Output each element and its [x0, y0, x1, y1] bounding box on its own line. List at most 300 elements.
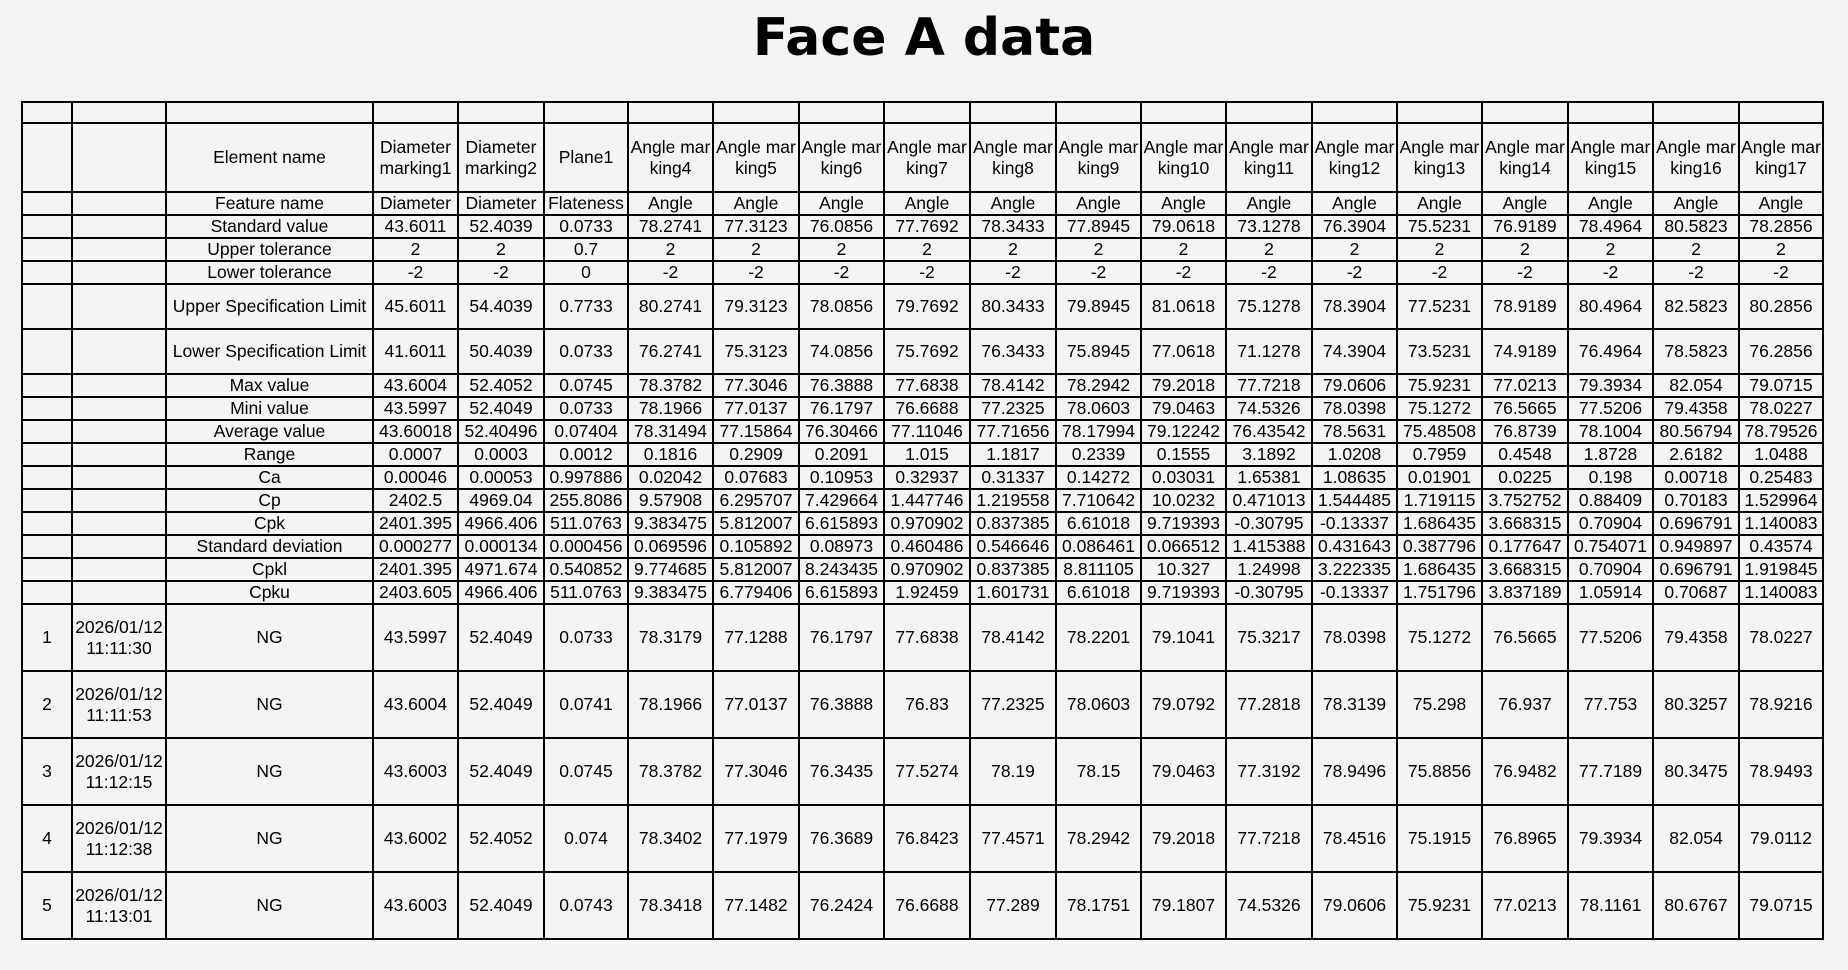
stat-value: 77.0137 — [713, 397, 799, 420]
stat-value: -2 — [1226, 261, 1312, 284]
stat-label: Upper tolerance — [166, 238, 373, 261]
stat-value: 9.57908 — [628, 489, 713, 512]
measurement-value: 78.1751 — [1056, 872, 1141, 939]
stat-row — [22, 284, 1823, 329]
stat-value: 1.544485 — [1312, 489, 1397, 512]
measurement-value: 0.074 — [544, 805, 628, 872]
measurement-value: 77.5274 — [884, 738, 970, 805]
stat-value: 0.1816 — [628, 443, 713, 466]
empty-cell — [22, 443, 72, 466]
stat-value: 79.12242 — [1141, 420, 1226, 443]
stat-value: 3.1892 — [1226, 443, 1312, 466]
column-feature-name: Angle — [799, 192, 884, 215]
measurement-value: 78.4142 — [970, 604, 1056, 671]
stat-value: 79.3123 — [713, 284, 799, 329]
stat-value: -2 — [373, 261, 458, 284]
stat-value: 77.3123 — [713, 215, 799, 238]
column-element-name: Angle marking16 — [1653, 123, 1739, 192]
column-element-name: Angle marking12 — [1312, 123, 1397, 192]
measurement-value: 76.8965 — [1482, 805, 1568, 872]
measurement-value: 52.4049 — [458, 671, 544, 738]
stat-value: -2 — [1141, 261, 1226, 284]
empty-cell — [1226, 102, 1312, 123]
row-label-feature-name: Feature name — [166, 192, 373, 215]
stat-value: 1.447746 — [884, 489, 970, 512]
stat-label: Max value — [166, 374, 373, 397]
stat-value: -0.30795 — [1226, 512, 1312, 535]
stat-value: 74.5326 — [1226, 397, 1312, 420]
stat-value: 0.387796 — [1397, 535, 1482, 558]
stat-value: 9.719393 — [1141, 512, 1226, 535]
stat-value: -2 — [1739, 261, 1823, 284]
empty-cell — [544, 102, 628, 123]
stat-value: 6.615893 — [799, 512, 884, 535]
measurement-value: 76.83 — [884, 671, 970, 738]
measurement-value: 77.2818 — [1226, 671, 1312, 738]
stat-value: 4966.406 — [458, 581, 544, 604]
empty-cell — [72, 102, 166, 123]
column-feature-name: Angle — [884, 192, 970, 215]
column-feature-name: Angle — [1141, 192, 1226, 215]
stat-value: 0.70183 — [1653, 489, 1739, 512]
empty-cell — [72, 192, 166, 215]
stat-value: 5.812007 — [713, 558, 799, 581]
stat-value: 0.43574 — [1739, 535, 1823, 558]
stat-value: 8.811105 — [1056, 558, 1141, 581]
measurement-value: 80.3475 — [1653, 738, 1739, 805]
empty-cell — [970, 102, 1056, 123]
stat-value: 77.0213 — [1482, 374, 1568, 397]
row-result: NG — [166, 671, 373, 738]
empty-cell — [799, 102, 884, 123]
element-name-row — [22, 123, 1823, 192]
column-feature-name: Angle — [970, 192, 1056, 215]
stat-value: 76.4964 — [1568, 329, 1653, 374]
stat-value: 2 — [1397, 238, 1482, 261]
measurement-value: 0.0733 — [544, 604, 628, 671]
row-label-element-name: Element name — [166, 123, 373, 192]
measurement-value: 78.3418 — [628, 872, 713, 939]
empty-cell — [713, 102, 799, 123]
measurement-value: 79.0715 — [1739, 872, 1823, 939]
stat-value: -2 — [799, 261, 884, 284]
stat-value: 9.383475 — [628, 581, 713, 604]
stat-value: -2 — [713, 261, 799, 284]
stat-value: 77.7218 — [1226, 374, 1312, 397]
column-feature-name: Flateness — [544, 192, 628, 215]
stat-value: 2 — [1056, 238, 1141, 261]
stat-value: 3.668315 — [1482, 512, 1568, 535]
stat-value: 78.2942 — [1056, 374, 1141, 397]
row-timestamp: 2026/01/12 11:11:30 — [72, 604, 166, 671]
measurement-value: 76.3888 — [799, 671, 884, 738]
stat-value: 75.5231 — [1397, 215, 1482, 238]
stat-value: 1.601731 — [970, 581, 1056, 604]
stat-row — [22, 466, 1823, 489]
stat-value: 76.2856 — [1739, 329, 1823, 374]
stat-value: 7.429664 — [799, 489, 884, 512]
measurement-value: 74.5326 — [1226, 872, 1312, 939]
stat-value: 2 — [713, 238, 799, 261]
stat-label: Cpk — [166, 512, 373, 535]
row-index: 5 — [22, 872, 72, 939]
stat-value: 1.08635 — [1312, 466, 1397, 489]
column-feature-name: Diameter — [373, 192, 458, 215]
measurement-value: 76.5665 — [1482, 604, 1568, 671]
stat-value: 1.219558 — [970, 489, 1056, 512]
empty-cell — [22, 238, 72, 261]
stat-value: 0.00718 — [1653, 466, 1739, 489]
row-index: 4 — [22, 805, 72, 872]
empty-cell — [72, 261, 166, 284]
stat-value: 0.7 — [544, 238, 628, 261]
stat-value: -2 — [1397, 261, 1482, 284]
row-result: NG — [166, 738, 373, 805]
stat-value: 4971.674 — [458, 558, 544, 581]
stat-value: 9.719393 — [1141, 581, 1226, 604]
stat-value: 0.7733 — [544, 284, 628, 329]
stat-value: 0.32937 — [884, 466, 970, 489]
stat-value: 0.1555 — [1141, 443, 1226, 466]
measurement-value: 0.0743 — [544, 872, 628, 939]
stat-row — [22, 261, 1823, 284]
stat-label: Cpkl — [166, 558, 373, 581]
stat-value: 2 — [1141, 238, 1226, 261]
measurement-value: 75.3217 — [1226, 604, 1312, 671]
measurement-value: 79.0112 — [1739, 805, 1823, 872]
stat-value: 6.615893 — [799, 581, 884, 604]
stat-value: 77.3046 — [713, 374, 799, 397]
stat-value: 78.5823 — [1653, 329, 1739, 374]
measurement-value: 52.4052 — [458, 805, 544, 872]
stat-value: 0.970902 — [884, 512, 970, 535]
empty-cell — [72, 443, 166, 466]
empty-cell — [458, 102, 544, 123]
empty-cell — [72, 535, 166, 558]
measurement-value: 77.7218 — [1226, 805, 1312, 872]
stat-value: 0.431643 — [1312, 535, 1397, 558]
empty-cell — [1653, 102, 1739, 123]
stat-value: 0.540852 — [544, 558, 628, 581]
stat-value: -2 — [970, 261, 1056, 284]
stat-value: 2 — [1739, 238, 1823, 261]
stat-value: 80.4964 — [1568, 284, 1653, 329]
empty-cell — [22, 535, 72, 558]
stat-value: -2 — [884, 261, 970, 284]
stat-value: 43.6011 — [373, 215, 458, 238]
stat-value: 76.3433 — [970, 329, 1056, 374]
measurement-value: 75.9231 — [1397, 872, 1482, 939]
stat-value: 77.6838 — [884, 374, 970, 397]
stat-row — [22, 215, 1823, 238]
column-element-name: Angle marking13 — [1397, 123, 1482, 192]
empty-cell — [72, 238, 166, 261]
stat-value: -2 — [1568, 261, 1653, 284]
measurement-value: 43.5997 — [373, 604, 458, 671]
stat-value: 79.8945 — [1056, 284, 1141, 329]
stat-value: 76.0856 — [799, 215, 884, 238]
stat-value: 78.4142 — [970, 374, 1056, 397]
measurement-value: 78.15 — [1056, 738, 1141, 805]
measurement-row — [22, 872, 1823, 939]
stat-row — [22, 558, 1823, 581]
stat-value: 3.752752 — [1482, 489, 1568, 512]
stat-value: 0.07404 — [544, 420, 628, 443]
empty-cell — [1141, 102, 1226, 123]
stat-value: 79.0606 — [1312, 374, 1397, 397]
measurement-value: 82.054 — [1653, 805, 1739, 872]
stat-value: 255.8086 — [544, 489, 628, 512]
measurement-value: 76.3689 — [799, 805, 884, 872]
stat-value: 2 — [884, 238, 970, 261]
empty-cell — [72, 558, 166, 581]
measurement-value: 79.0792 — [1141, 671, 1226, 738]
empty-cell — [22, 512, 72, 535]
stat-value: 75.7692 — [884, 329, 970, 374]
stat-value: 5.812007 — [713, 512, 799, 535]
stat-value: 74.0856 — [799, 329, 884, 374]
stat-value: 77.15864 — [713, 420, 799, 443]
stat-value: 1.0208 — [1312, 443, 1397, 466]
stat-value: 0.0733 — [544, 329, 628, 374]
measurement-value: 75.298 — [1397, 671, 1482, 738]
stat-label: Lower Specification Limit — [166, 329, 373, 374]
stat-value: 0.696791 — [1653, 512, 1739, 535]
stat-value: 82.5823 — [1653, 284, 1739, 329]
column-element-name: Angle marking7 — [884, 123, 970, 192]
stat-row — [22, 238, 1823, 261]
empty-cell — [1312, 102, 1397, 123]
measurement-value: 43.6003 — [373, 738, 458, 805]
stat-value: 79.7692 — [884, 284, 970, 329]
face-a-table-container — [21, 101, 1824, 940]
stat-value: 2 — [458, 238, 544, 261]
column-element-name: Diameter marking1 — [373, 123, 458, 192]
empty-cell — [1482, 102, 1568, 123]
empty-cell — [72, 215, 166, 238]
stat-value: 76.3888 — [799, 374, 884, 397]
measurement-value: 79.1807 — [1141, 872, 1226, 939]
measurement-value: 80.3257 — [1653, 671, 1739, 738]
stat-value: 78.3433 — [970, 215, 1056, 238]
stat-value: 76.1797 — [799, 397, 884, 420]
stat-value: 1.686435 — [1397, 558, 1482, 581]
stat-value: 1.686435 — [1397, 512, 1482, 535]
column-feature-name: Angle — [1482, 192, 1568, 215]
stat-value: 45.6011 — [373, 284, 458, 329]
stat-row — [22, 535, 1823, 558]
stat-value: 2 — [1653, 238, 1739, 261]
stat-value: 0.03031 — [1141, 466, 1226, 489]
stat-value: 78.0856 — [799, 284, 884, 329]
stat-value: 0.754071 — [1568, 535, 1653, 558]
empty-cell — [884, 102, 970, 123]
empty-cell — [72, 374, 166, 397]
empty-cell — [22, 397, 72, 420]
stat-value: -0.13337 — [1312, 581, 1397, 604]
row-timestamp: 2026/01/12 11:12:38 — [72, 805, 166, 872]
stat-value: 0.949897 — [1653, 535, 1739, 558]
measurement-value: 43.6004 — [373, 671, 458, 738]
stat-value: -0.30795 — [1226, 581, 1312, 604]
stat-value: 0.70904 — [1568, 512, 1653, 535]
stat-value: 2 — [1568, 238, 1653, 261]
column-element-name: Angle marking9 — [1056, 123, 1141, 192]
measurement-value: 76.3435 — [799, 738, 884, 805]
column-feature-name: Angle — [1397, 192, 1482, 215]
row-index: 2 — [22, 671, 72, 738]
stat-value: 6.779406 — [713, 581, 799, 604]
stat-value: -0.13337 — [1312, 512, 1397, 535]
stat-value: 79.4358 — [1653, 397, 1739, 420]
stat-value: 77.2325 — [970, 397, 1056, 420]
stat-value: -2 — [1482, 261, 1568, 284]
measurement-value: 78.9216 — [1739, 671, 1823, 738]
empty-cell — [22, 261, 72, 284]
stat-label: Average value — [166, 420, 373, 443]
stat-value: 0.08973 — [799, 535, 884, 558]
stat-value: 0.7959 — [1397, 443, 1482, 466]
stat-value: 2 — [1312, 238, 1397, 261]
empty-cell — [628, 102, 713, 123]
measurement-value: 78.0603 — [1056, 671, 1141, 738]
measurement-value: 78.3139 — [1312, 671, 1397, 738]
stat-label: Upper Specification Limit — [166, 284, 373, 329]
stat-value: 78.5631 — [1312, 420, 1397, 443]
stat-value: 0.0733 — [544, 215, 628, 238]
measurement-value: 78.4516 — [1312, 805, 1397, 872]
stat-value: 71.1278 — [1226, 329, 1312, 374]
stat-value: 79.3934 — [1568, 374, 1653, 397]
stat-value: 76.3904 — [1312, 215, 1397, 238]
empty-cell — [22, 215, 72, 238]
column-feature-name: Angle — [1653, 192, 1739, 215]
stat-value: 0.837385 — [970, 558, 1056, 581]
stat-value: 78.2741 — [628, 215, 713, 238]
stat-value: 78.0603 — [1056, 397, 1141, 420]
stat-value: 1.24998 — [1226, 558, 1312, 581]
empty-cell — [72, 512, 166, 535]
column-element-name: Angle marking4 — [628, 123, 713, 192]
measurement-value: 52.4049 — [458, 872, 544, 939]
measurement-value: 79.2018 — [1141, 805, 1226, 872]
stat-value: 75.9231 — [1397, 374, 1482, 397]
stat-row — [22, 443, 1823, 466]
stat-value: 77.8945 — [1056, 215, 1141, 238]
stat-value: 80.2741 — [628, 284, 713, 329]
stat-value: 9.383475 — [628, 512, 713, 535]
measurement-value: 78.0227 — [1739, 604, 1823, 671]
stat-value: 3.837189 — [1482, 581, 1568, 604]
stat-value: 0.02042 — [628, 466, 713, 489]
measurement-row — [22, 805, 1823, 872]
empty-top-row — [22, 102, 1823, 123]
stat-value: 75.48508 — [1397, 420, 1482, 443]
empty-cell — [72, 284, 166, 329]
empty-cell — [1056, 102, 1141, 123]
stat-value: 1.140083 — [1739, 512, 1823, 535]
stat-value: 1.529964 — [1739, 489, 1823, 512]
measurement-value: 77.753 — [1568, 671, 1653, 738]
stat-value: 0.07683 — [713, 466, 799, 489]
stat-value: 74.3904 — [1312, 329, 1397, 374]
column-feature-name: Diameter — [458, 192, 544, 215]
stat-value: 0.000134 — [458, 535, 544, 558]
column-feature-name: Angle — [628, 192, 713, 215]
stat-value: 52.4039 — [458, 215, 544, 238]
measurement-row — [22, 604, 1823, 671]
stat-value: 2401.395 — [373, 512, 458, 535]
measurement-value: 76.1797 — [799, 604, 884, 671]
stat-value: 0.066512 — [1141, 535, 1226, 558]
stat-value: 2 — [628, 238, 713, 261]
stat-value: 80.3433 — [970, 284, 1056, 329]
stat-value: 0.460486 — [884, 535, 970, 558]
stat-value: 6.61018 — [1056, 512, 1141, 535]
stat-value: 8.243435 — [799, 558, 884, 581]
measurement-value: 0.0745 — [544, 738, 628, 805]
stat-label: Standard value — [166, 215, 373, 238]
row-timestamp: 2026/01/12 11:11:53 — [72, 671, 166, 738]
stat-value: 0.0003 — [458, 443, 544, 466]
stat-value: 2 — [1482, 238, 1568, 261]
empty-cell — [22, 466, 72, 489]
stat-value: 78.1966 — [628, 397, 713, 420]
measurement-value: 78.2942 — [1056, 805, 1141, 872]
stat-value: 73.5231 — [1397, 329, 1482, 374]
stat-label: Range — [166, 443, 373, 466]
row-timestamp: 2026/01/12 11:13:01 — [72, 872, 166, 939]
measurement-value: 78.19 — [970, 738, 1056, 805]
empty-cell — [1739, 102, 1823, 123]
measurement-value: 79.4358 — [1653, 604, 1739, 671]
stat-label: Cpku — [166, 581, 373, 604]
stat-value: 0.0225 — [1482, 466, 1568, 489]
measurement-value: 77.6838 — [884, 604, 970, 671]
stat-value: 78.9189 — [1482, 284, 1568, 329]
column-element-name: Angle marking15 — [1568, 123, 1653, 192]
face-a-data-table — [21, 101, 1824, 940]
stat-value: 0.997886 — [544, 466, 628, 489]
stat-value: 1.015 — [884, 443, 970, 466]
measurement-value: 75.1915 — [1397, 805, 1482, 872]
measurement-value: 77.0137 — [713, 671, 799, 738]
stat-value: 3.222335 — [1312, 558, 1397, 581]
column-element-name: Angle marking11 — [1226, 123, 1312, 192]
column-feature-name: Angle — [1226, 192, 1312, 215]
measurement-value: 79.0463 — [1141, 738, 1226, 805]
measurement-value: 77.1288 — [713, 604, 799, 671]
stat-value: 80.56794 — [1653, 420, 1739, 443]
stat-value: 1.919845 — [1739, 558, 1823, 581]
stat-value: 2 — [970, 238, 1056, 261]
measurement-value: 77.5206 — [1568, 604, 1653, 671]
stat-value: 1.751796 — [1397, 581, 1482, 604]
stat-value: 77.7692 — [884, 215, 970, 238]
stat-row — [22, 581, 1823, 604]
stat-value: 0.198 — [1568, 466, 1653, 489]
stat-value: 1.92459 — [884, 581, 970, 604]
empty-cell — [72, 420, 166, 443]
stat-value: 50.4039 — [458, 329, 544, 374]
empty-cell — [72, 489, 166, 512]
column-feature-name: Angle — [1568, 192, 1653, 215]
row-result: NG — [166, 805, 373, 872]
stat-value: 0.837385 — [970, 512, 1056, 535]
measurement-value: 52.4049 — [458, 738, 544, 805]
stat-value: 0.696791 — [1653, 558, 1739, 581]
measurement-value: 43.6002 — [373, 805, 458, 872]
